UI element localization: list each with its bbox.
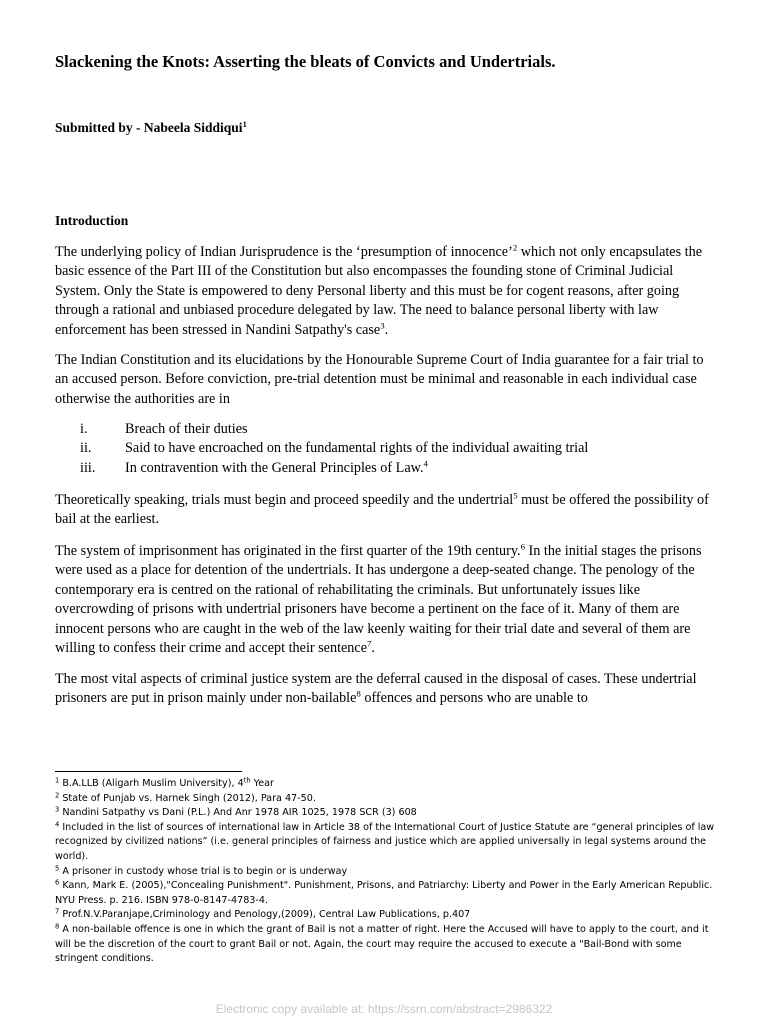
- paragraph-text: which not only encapsulates the basic essence of the Part III of the Constitution but also encompasses the founding stone of Criminal Judicial System. Only the State is empowered to deny Personal liberty and this must be for cogent reasons, after going through a rational and unbiased procedure delegated by law. The need to balance personal liberty with law enforcement has been stressed in Nandini Satpathy's case: [55, 244, 703, 338]
- footnote-number: 1: [55, 776, 60, 785]
- list-item: [55, 420, 715, 439]
- paragraph-5: [55, 670, 715, 709]
- section-heading-introduction: Introduction: [55, 213, 129, 228]
- footnotes: [55, 777, 720, 967]
- paragraph-text: offences and persons who are unable to: [360, 690, 588, 707]
- paragraph-text: must be offered the possibility of bail at the earliest.: [55, 492, 709, 528]
- paragraph-4: [55, 542, 715, 658]
- author-text: Submitted by - Nabeela Siddiqui: [55, 120, 243, 135]
- footnote-7: [55, 908, 720, 923]
- paragraph-text: The system of imprisonment has originated in the first quarter of the 19th century.: [55, 543, 521, 559]
- paragraph-1: [55, 243, 715, 340]
- list-item-number: ii.: [80, 440, 92, 457]
- footnote-number: 5: [55, 863, 60, 872]
- list-item-number: i.: [80, 421, 88, 437]
- footnote-4: [55, 821, 720, 865]
- author-line: [55, 119, 247, 137]
- footnote-2: [55, 792, 720, 807]
- footnote-5: [55, 865, 720, 880]
- paragraph-text: Theoretically speaking, trials must begin and proceed speedily and the undertrial: [55, 492, 514, 508]
- footnote-3: [55, 806, 720, 821]
- footnote-ref-7[interactable]: 7: [367, 638, 372, 649]
- paragraph-text: The underlying policy of Indian Jurisprudence is the ‘presumption of innocence’: [55, 244, 513, 260]
- footnote-ref-5[interactable]: 5: [513, 490, 518, 501]
- ssrn-footer-link[interactable]: Electronic copy available at: https://ssrn.com/abstract=2986322: [215, 1002, 553, 1016]
- footnote-number: 3: [55, 805, 60, 814]
- footnote-text: B.A.LLB (Aligarh Muslim University), 4: [62, 778, 244, 789]
- footnote-number: 7: [55, 907, 60, 916]
- footnote-ref-3[interactable]: 3: [380, 320, 385, 331]
- paragraph-3: [55, 491, 715, 530]
- footnote-6: [55, 879, 720, 908]
- paragraph-text: .: [371, 640, 375, 657]
- footnote-number: 4: [55, 820, 60, 829]
- list-item-text: In contravention with the General Principles of Law.: [125, 459, 424, 476]
- paragraph-text: The most vital aspects of criminal justice system are the deferral caused in the disposal of cases. These undertrial prisoners are put in prison mainly under non-bailable: [55, 671, 697, 707]
- footnote-1: [55, 777, 720, 792]
- list-item-text: Breach of their duties: [125, 421, 248, 437]
- footnote-number: 2: [55, 790, 60, 799]
- footnote-ref-8[interactable]: 8: [356, 689, 361, 700]
- footnote-number: 6: [55, 878, 60, 887]
- footnote-text: A prisoner in custody whose trial is to begin or is underway: [62, 865, 348, 877]
- paragraph-2: The Indian Constitution and its elucidations by the Honourable Supreme Court of India guarantee for a fair trial to an accused person. Before conviction, pre-trial detention must be minimal and reasonable in each individual case otherwise the authorities are in: [55, 352, 704, 407]
- list-item: [55, 439, 715, 458]
- footnote-text: State of Punjab vs. Harnek Singh (2012), Para 47-50.: [62, 792, 316, 804]
- list-item: [55, 459, 715, 478]
- footnote-ref-6[interactable]: 6: [520, 541, 525, 552]
- list-item-text: Said to have encroached on the fundamental rights of the individual awaiting trial: [125, 440, 589, 457]
- author-footnote-ref[interactable]: 1: [242, 119, 247, 129]
- footnote-text: A non-bailable offence is one in which the grant of Bail is not a matter of right. Here the Accused will have to apply to the court, and it will be the discretion of the court to grant Bail or not. Again, the court may require the accused to execute a "Bail-Bond with some stringent conditions.: [55, 923, 709, 965]
- footnote-text: Nandini Satpathy vs Dani (P.L.) And Anr 1978 AIR 1025, 1978 SCR (3) 608: [62, 807, 417, 819]
- footnote-text: Kann, Mark E. (2005),"Concealing Punishment". Punishment, Prisons, and Patriarchy: Liberty and Power in the Early American Republic. NYU Press. p. 216. ISBN 978-0-8147-4783-4.: [55, 880, 713, 906]
- list-item-number: iii.: [80, 459, 96, 476]
- paragraph-text: In the initial stages the prisons were used as a place for detention of the undertrials. It has undergone a deep-seated change. The penology of the contemporary era is centred on the rational of rehabilitating the criminals. But unfortunately issues like overcrowding of prisons with undertrial prisoners have become a pertinent on the face of it. Many of them are innocent persons who are caught in the web of the law keenly waiting for their trial date and several of them are willing to confess their crime and accept their sentence: [55, 543, 702, 657]
- footnote-text: Prof.N.V.Paranjape,Criminology and Penology,(2009), Central Law Publications, p.407: [62, 909, 471, 921]
- footnote-ref-2[interactable]: 2: [512, 242, 518, 253]
- paragraph-text: .: [384, 321, 389, 338]
- footnote-text: Year: [250, 778, 274, 789]
- footnote-8: [55, 923, 720, 967]
- footnote-number: 8: [55, 922, 60, 931]
- footnote-text: Included in the list of sources of international law in Article 38 of the International Court of Justice Statute are “general principles of law recognized by civilized nations” (i.e. general principles of fairness and justice which are applied universally in legal systems around the world).: [55, 821, 715, 862]
- footnote-superscript: th: [243, 776, 251, 785]
- footnote-ref-4[interactable]: 4: [423, 458, 428, 469]
- duties-list: [55, 420, 715, 478]
- footnote-separator: [55, 771, 242, 772]
- paper-title: Slackening the Knots: Asserting the bleats of Convicts and Undertrials.: [55, 52, 556, 71]
